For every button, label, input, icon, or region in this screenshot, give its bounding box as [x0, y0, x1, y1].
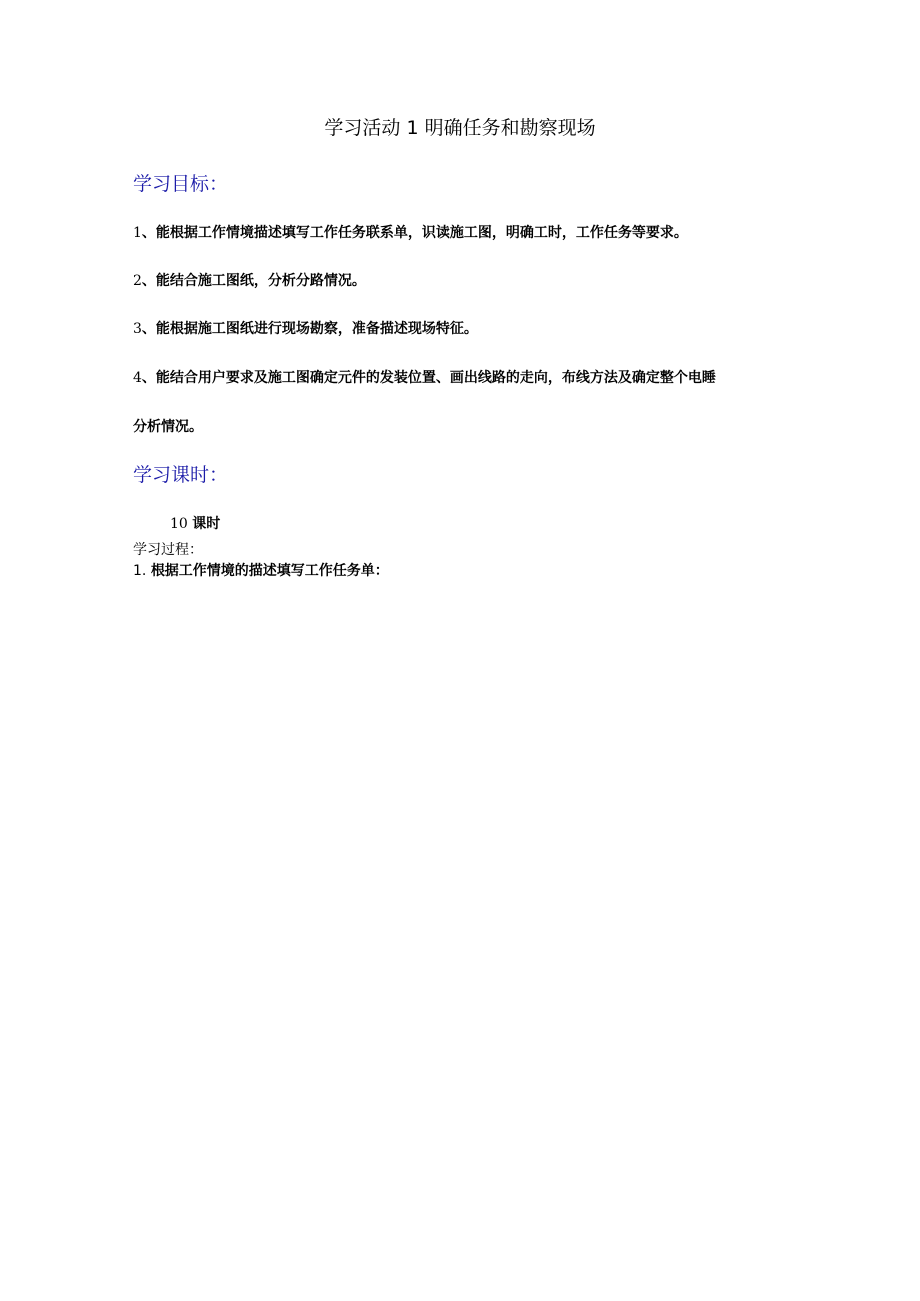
- hours-unit: 课时: [192, 516, 221, 532]
- hours-value: [170, 513, 220, 535]
- objectives-heading: 学习目标：: [133, 173, 229, 195]
- objective-item-4: [133, 367, 716, 389]
- objective-item-1: [133, 222, 688, 244]
- objective-text: 、能根据工作情境描述填写工作任务联系单，识读施工图，明确工时，工作任务等要求。: [141, 225, 688, 241]
- objective-number: 1: [133, 225, 142, 241]
- objective-number: 4: [133, 370, 142, 386]
- objective-item-3: [133, 318, 478, 340]
- objective-number: 2: [133, 273, 142, 289]
- process-step-1: [133, 561, 389, 581]
- objective-text: 、能结合施工图纸，分析分路情况。: [141, 273, 366, 289]
- hours-number: 10: [170, 516, 188, 532]
- process-step-number: 1.: [133, 563, 147, 579]
- hours-heading: 学习课时：: [133, 464, 229, 486]
- objective-number: 3: [133, 321, 142, 337]
- objective-item-2: [133, 270, 366, 292]
- process-label: 学习过程：: [133, 542, 203, 558]
- objective-text: 、能根据施工图纸进行现场勘察，准备描述现场特征。: [141, 321, 478, 337]
- objective-text: 、能结合用户要求及施工图确定元件的发装位置、画出线路的走向，布线方法及确定整个电睡: [141, 370, 716, 386]
- page-title: 学习活动 1 明确任务和勘察现场: [324, 117, 596, 139]
- process-step-text: 根据工作情境的描述填写工作任务单：: [150, 563, 389, 579]
- objective-item-4-continuation: 分析情况。: [133, 419, 203, 435]
